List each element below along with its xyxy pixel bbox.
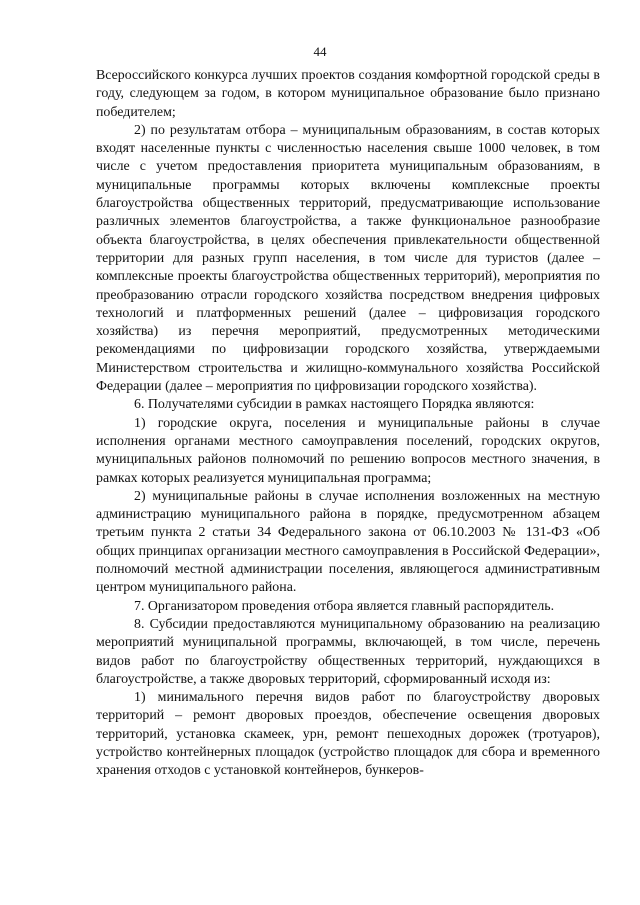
paragraph-6: 7. Организатором проведения отбора является главный распорядитель. <box>134 598 555 614</box>
paragraph-7: 8. Субсидии предоставляются муниципальному образованию на реализацию мероприятий муниципальной программы, включающей, в том числе, перечень видов работ по благоустройству общественных территорий, нуждающихся в благоустройстве, а также дворовых территорий, сформированный исходя из: <box>96 616 600 687</box>
paragraph-5: 2) муниципальные районы в случае исполнения возложенных на местную администрацию муниципального района в порядке, предусмотренном абзацем третьим пункта 2 статьи 34 Федерального закона от 06.10.2003 № 131-ФЗ «Об общих принципах организации местного самоуправления в Российской Федерации», полномочий местной администрации поселения, являющегося административным центром муниципального района. <box>96 488 600 596</box>
paragraph-2: 2) по результатам отбора – муниципальным образованиям, в состав которых входят населенные пункты с численностью населения свыше 1000 человек, в том числе с учетом предоставления приоритета муниципальным образованиям, в муниципальные программы которых включены комплексные проекты благоустройства общественных территорий, предусматривающие использование различных элементов благоустройства, а также функциональное разнообразие объекта благоустройства, в целях обеспечения привлекательности общественной территории для разных групп населения, в том числе для туристов (далее – комплексные проекты благоустройства общественных территорий), мероприятия по преобразованию отрасли городского хозяйства посредством внедрения цифровых технологий и платформенных решений (далее – цифровизация городского хозяйства) из перечня мероприятий, предусмотренных методическими рекомендациями по цифровизации городского хозяйства, утверждаемыми Министерством строительства и жилищно-коммунального хозяйства Российской Федерации (далее – мероприятия по цифровизации городского хозяйства). <box>96 122 600 395</box>
page-number: 44 <box>313 44 327 59</box>
paragraph-4: 1) городские округа, поселения и муниципальные районы в случае исполнения органами местного самоуправления поселений, городских округов, муниципальных районов полномочий по решению вопросов местного значения, в рамках которых реализуется муниципальная программа; <box>96 415 600 486</box>
document-body <box>96 67 600 781</box>
paragraph-8: 1) минимального перечня видов работ по благоустройству дворовых территорий – ремонт дворовых проездов, обеспечение освещения дворовых территорий, установка скамеек, урн, ремонт пешеходных дорожек (тротуаров), устройство контейнерных площадок (устройство площадок для сбора и временного хранения отходов с установкой контейнеров, бункеров- <box>96 690 600 779</box>
paragraph-1: Всероссийского конкурса лучших проектов создания комфортной городской среды в году, следующем за годом, в котором муниципальное образование было признано победителем; <box>96 68 600 120</box>
paragraph-3: 6. Получателями субсидии в рамках настоящего Порядка являются: <box>134 397 535 413</box>
